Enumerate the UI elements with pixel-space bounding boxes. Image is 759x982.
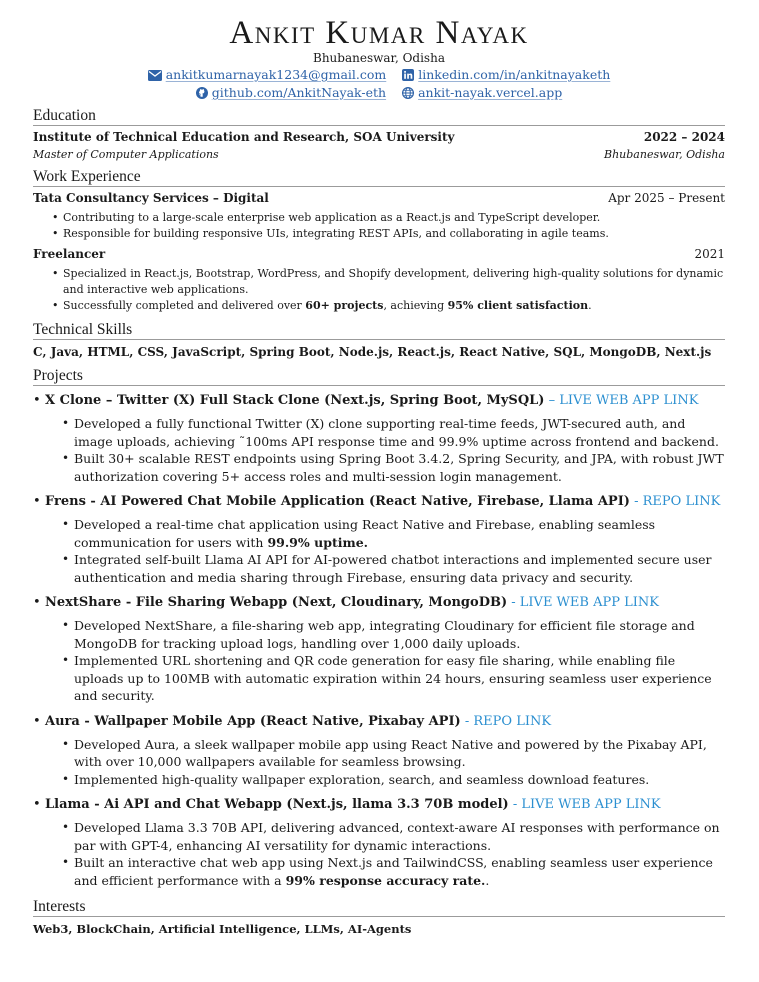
interests-heading: Interests	[33, 897, 725, 917]
list-item: • Built 30+ scalable REST endpoints using Spring Boot 3.4.2, Spring Security, and JPA, with robust JWT authorization covering 5+ access roles and multi-session login management.	[33, 450, 725, 485]
list-item: • Specialized in React.js, Bootstrap, WordPress, and Shopify development, delivering high-quality solutions for dynamic and interactive web applications.	[33, 266, 725, 298]
project-sep: -	[507, 595, 520, 610]
project-item	[33, 711, 725, 789]
project-bullets	[33, 819, 725, 889]
website-link[interactable]	[402, 85, 562, 100]
list-item: • Implemented URL shortening and QR code generation for easy file sharing, while enabling file uploads up to 100MB with automatic expiration within 24 hours, ensuring seamless user experience and security.	[33, 652, 725, 705]
interests-list: Web3, BlockChain, Artificial Intelligence, LLMs, AI-Agents	[33, 922, 412, 936]
job-dates: Apr 2025 – Present	[608, 191, 725, 205]
project-link[interactable]: REPO LINK	[473, 713, 552, 729]
project-sep: –	[544, 393, 560, 408]
school-name: Institute of Technical Education and Research, SOA University	[33, 130, 455, 144]
skills-heading: Technical Skills	[33, 320, 725, 340]
project-item	[33, 390, 725, 485]
education-place: Bhubaneswar, Odisha	[604, 148, 725, 161]
job-bullets	[33, 266, 725, 314]
linkedin-text: linkedin.com/in/ankitnayaketh	[418, 67, 611, 82]
project-sep: -	[508, 797, 522, 812]
candidate-name: Ankit Kumar Nayak	[229, 15, 529, 51]
text-span: .	[588, 299, 592, 312]
list-item	[33, 298, 725, 314]
resume-header	[33, 14, 725, 102]
bold-span: 95% client satisfaction	[447, 299, 589, 312]
project-link[interactable]: LIVE WEB APP LINK	[519, 595, 659, 610]
bold-span: 99% response accuracy rate.	[285, 872, 486, 888]
email-text: ankitkumarnayak1234@gmail.com	[165, 67, 387, 82]
text-span: Successfully completed and delivered over	[63, 299, 306, 312]
project-title: Llama - Ai API and Chat Webapp (Next.js, llama 3.3 70B model)	[45, 797, 509, 812]
list-item: • Developed Llama 3.3 70B API, delivering advanced, context-aware AI responses with performance on par with GPT-4, enhancing AI versatility for dynamic interactions.	[33, 819, 725, 854]
text-span: .	[485, 872, 490, 888]
list-item: • Implemented high-quality wallpaper exploration, search, and seamless download features.	[33, 771, 725, 789]
project-title: Frens - AI Powered Chat Mobile Application (React Native, Firebase, Llama API)	[45, 494, 630, 509]
project-title-row	[33, 711, 725, 732]
education-row	[33, 129, 725, 146]
website-text: ankit-nayak.vercel.app	[418, 85, 563, 100]
list-item: • Responsible for building responsive UIs, integrating REST APIs, and collaborating in agile teams.	[33, 226, 725, 242]
education-dates: 2022 – 2024	[643, 130, 725, 144]
project-item	[33, 491, 725, 586]
list-item: • Developed NextShare, a file-sharing web app, integrating Cloudinary for efficient file storage and MongoDB for tracking upload logs, handling over 1,000 daily uploads.	[33, 617, 725, 652]
github-link[interactable]	[196, 85, 386, 100]
list-item: • Integrated self-built Llama AI API for AI-powered chatbot interactions and implemented secure user authentication and media sharing through Firebase, ensuring data privacy and security.	[33, 551, 725, 586]
project-bullets	[33, 415, 725, 485]
linkedin-icon	[402, 69, 414, 81]
globe-icon	[402, 87, 414, 99]
project-title: X Clone – Twitter (X) Full Stack Clone (Next.js, Spring Boot, MySQL)	[45, 393, 545, 408]
project-bullets	[33, 516, 725, 586]
project-bullets	[33, 617, 725, 705]
contact-links	[33, 66, 725, 102]
project-title: NextShare - File Sharing Webapp (Next, Cloudinary, MongoDB)	[45, 595, 508, 610]
project-link[interactable]: LIVE WEB APP LINK	[559, 393, 699, 408]
list-item: • Developed Aura, a sleek wallpaper mobile app using React Native and powered by the Pixabay API, with over 10,000 wallpapers available for seamless browsing.	[33, 736, 725, 771]
degree: Master of Computer Applications	[33, 148, 219, 161]
skills-list: C, Java, HTML, CSS, JavaScript, Spring Boot, Node.js, React.js, React Native, SQL, MongoDB, Next.js	[33, 345, 712, 359]
resume-page	[33, 14, 725, 938]
project-item	[33, 592, 725, 705]
list-item: • Developed a fully functional Twitter (X) clone supporting real-time feeds, JWT-secured auth, and image uploads, achieving ˜100ms API response time and 99.9% uptime across frontend and backend.	[33, 415, 725, 450]
text-span: Built an interactive chat web app using Next.js and TailwindCSS, enabling seamless user experience and efficient performance with a	[74, 855, 713, 888]
project-title-row	[33, 592, 725, 613]
job-row	[33, 190, 725, 207]
project-sep: -	[629, 494, 643, 509]
work-heading: Work Experience	[33, 167, 725, 187]
list-item	[33, 854, 725, 889]
bold-span: 60+ projects	[305, 299, 384, 312]
job-bullets	[33, 210, 725, 242]
job-dates: 2021	[694, 247, 725, 261]
project-bullets	[33, 736, 725, 789]
education-subrow	[33, 146, 725, 163]
project-item	[33, 794, 725, 889]
project-title-row	[33, 390, 725, 411]
education-heading: Education	[33, 106, 725, 126]
job-company: Freelancer	[33, 247, 106, 261]
list-item	[33, 516, 725, 551]
project-title-row	[33, 794, 725, 815]
bold-span: 99.9% uptime.	[267, 534, 368, 550]
text-span: , achieving	[383, 299, 448, 312]
github-icon	[196, 87, 208, 99]
list-item: • Contributing to a large-scale enterprise web application as a React.js and TypeScript developer.	[33, 210, 725, 226]
linkedin-link[interactable]	[402, 67, 610, 82]
project-title: Aura - Wallpaper Mobile App (React Native, Pixabay API)	[45, 713, 461, 729]
email-link[interactable]	[148, 67, 387, 82]
project-title-row	[33, 491, 725, 512]
project-sep: -	[460, 713, 474, 729]
projects-heading: Projects	[33, 366, 725, 386]
github-text: github.com/AnkitNayak-eth	[211, 85, 387, 100]
envelope-icon	[148, 70, 162, 81]
project-link[interactable]: REPO LINK	[642, 494, 721, 509]
candidate-location: Bhubaneswar, Odisha	[313, 51, 445, 65]
text-span: Developed a real-time chat application using React Native and Firebase, enabling seamless communication for users with	[74, 517, 656, 550]
job-row	[33, 246, 725, 263]
project-link[interactable]: LIVE WEB APP LINK	[521, 797, 661, 812]
job-company: Tata Consultancy Services – Digital	[33, 191, 269, 205]
